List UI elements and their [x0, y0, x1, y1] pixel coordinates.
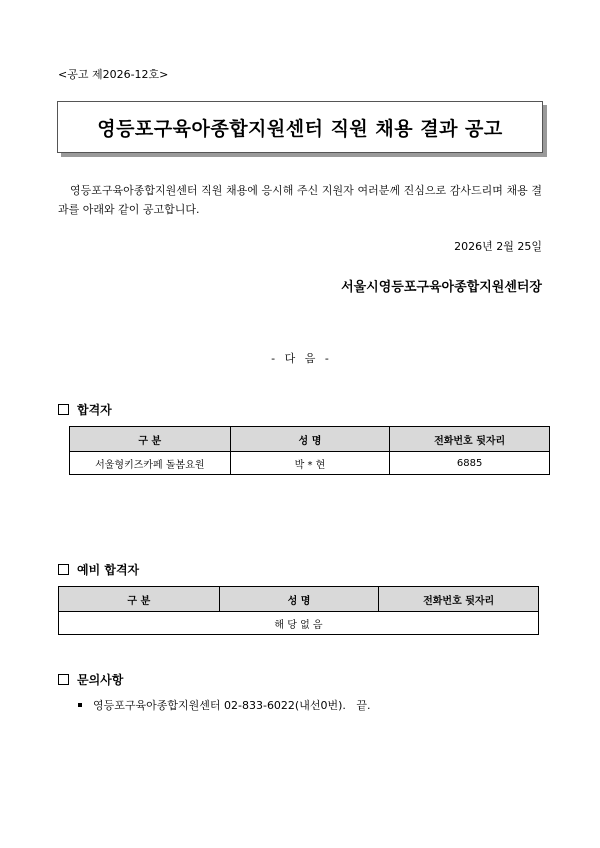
column-header-category: 구 분 — [70, 427, 231, 452]
successful-heading-text: 합격자 — [77, 403, 112, 417]
table-row — [59, 612, 539, 635]
reserve-heading-text: 예비 합격자 — [77, 563, 140, 577]
issuer-name: 서울시영등포구육아종합지원센터장 — [341, 280, 542, 295]
inquiry-heading-text: 문의사항 — [77, 673, 124, 687]
column-header-category: 구 분 — [59, 587, 220, 612]
column-header-name: 성 명 — [219, 587, 379, 612]
notice-date: 2026년 2월 25일 — [454, 240, 542, 253]
empty-row-cell: 해 당 없 음 — [59, 612, 539, 635]
successful-section-heading — [58, 401, 112, 418]
checkbox-icon — [58, 404, 69, 415]
successful-table — [69, 426, 550, 475]
bullet-icon — [78, 703, 82, 707]
table-header-row — [70, 427, 550, 452]
column-header-phone: 전화번호 뒷자리 — [390, 427, 550, 452]
table-header-row — [59, 587, 539, 612]
intro-paragraph: 영등포구육아종합지원센터 직원 채용에 응시해 주신 지원자 여러분께 진심으로 감사드리며 채용 결과를 아래와 같이 공고합니다. — [58, 184, 542, 216]
checkbox-icon — [58, 674, 69, 685]
cell-name: 박 * 현 — [230, 452, 390, 475]
checkbox-icon — [58, 564, 69, 575]
reserve-table — [58, 586, 539, 635]
document-title — [57, 101, 543, 153]
contact-line — [78, 697, 371, 713]
title-text: 영등포구육아종합지원센터 직원 채용 결과 공고 — [97, 117, 503, 140]
details-divider-label: - 다 음 - — [271, 352, 329, 365]
cell-phone: 6885 — [390, 452, 550, 475]
inquiry-section-heading — [58, 671, 123, 688]
reserve-section-heading — [58, 561, 139, 578]
cell-category: 서울형키즈카페 돌봄요원 — [70, 452, 231, 475]
notice-number: <공고 제2026-12호> — [58, 68, 169, 81]
contact-text: 영등포구육아종합지원센터 02-833-6022(내선0번). 끝. — [93, 699, 371, 712]
table-row — [70, 452, 550, 475]
column-header-phone: 전화번호 뒷자리 — [379, 587, 539, 612]
column-header-name: 성 명 — [230, 427, 390, 452]
